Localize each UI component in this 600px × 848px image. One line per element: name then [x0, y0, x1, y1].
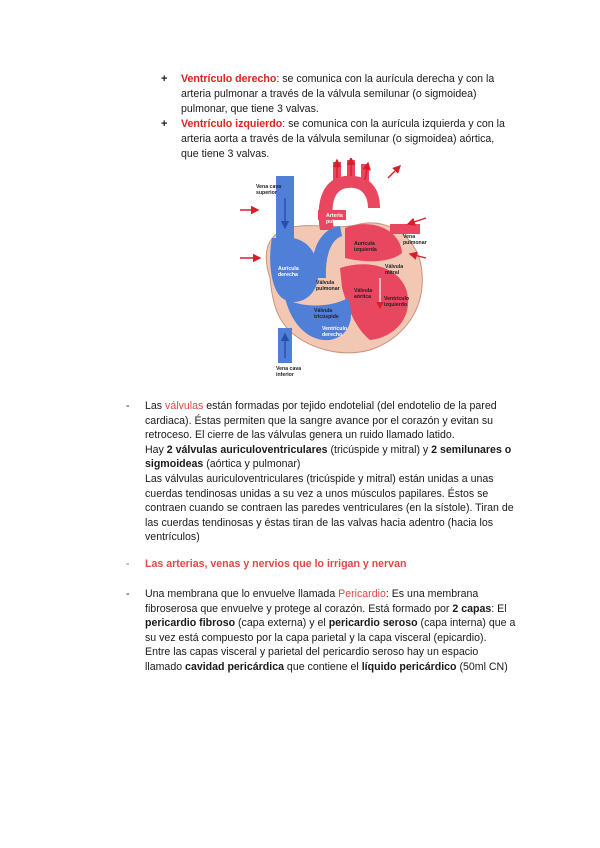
- subitem-ventriculo-derecho: [161, 72, 534, 117]
- text: retroceso. El cierre de las válvulas genera un ruido llamado latido.: [145, 429, 455, 442]
- label-ventriculo-izquierdo: Ventrículo: [384, 296, 410, 302]
- text: las cuerdas tendinosas y éstas tiran de las valvas hacia adentro (hacia los: [145, 516, 494, 529]
- text: Las: [145, 400, 166, 412]
- label-vena-cava-superior: superior: [256, 190, 277, 196]
- subitem-text: [164, 72, 534, 117]
- term-ventriculo-izquierdo: Ventrículo izquierdo: [181, 118, 283, 130]
- label-valvula-aortica: Válvula: [354, 288, 373, 294]
- label-auricula-derecha: derecha: [278, 272, 298, 278]
- label-valvula-mitral: Válvula: [385, 264, 404, 270]
- bold-text: cavidad pericárdica: [185, 660, 284, 673]
- term-pericardio: Pericardio: [338, 588, 386, 600]
- text-line: arteria aorta a través de la válvula semilunar (o sigmoidea) aórtica,: [181, 133, 495, 145]
- label-valvula-tricuspide: Válvula: [314, 308, 333, 314]
- item-pericardio: [126, 587, 536, 675]
- flow-arrow: [388, 166, 400, 178]
- label-arteria-pulmonar: Arteria: [326, 213, 343, 219]
- bold-text: 2 capas: [452, 602, 492, 615]
- text-line: : se comunica con la aurícula derecha y con la: [276, 73, 495, 85]
- label-valvula-pulmonar: pulmonar: [316, 286, 340, 292]
- label-vena-pulmonar: Vena: [403, 234, 416, 240]
- label-valvula-mitral: mitral: [385, 270, 400, 276]
- item-valvulas: [126, 399, 536, 545]
- text: (tricúspide y mitral) y: [327, 443, 432, 456]
- text: (aórtica y pulmonar): [203, 458, 301, 471]
- text: Una membrana que lo envuelve llamada: [145, 588, 339, 600]
- item-body: [145, 587, 536, 675]
- bold-text: 2 semilunares o: [431, 443, 512, 456]
- label-ventriculo-izquierdo: izquierdo: [384, 302, 408, 308]
- label-vena-cava-superior: Vena cava: [256, 184, 282, 190]
- text: cuerdas tendinosas unidas a su vez a unos músculos papilares. Éstos se: [145, 487, 489, 500]
- text: ventrículos): [145, 531, 200, 544]
- text-line: : se comunica con la aurícula izquierda y con la: [282, 118, 505, 130]
- term-ventriculo-derecho: Ventrículo derecho: [181, 73, 277, 85]
- text: : Es una membrana: [385, 588, 479, 600]
- item-body: [145, 399, 536, 545]
- text: contraen cuando se contraen las paredes ventriculares (en la sístole). Tiran de: [145, 502, 514, 515]
- text: Entre las capas visceral y parietal del pericardio seroso hay un espacio: [145, 646, 479, 659]
- text: : El: [491, 602, 507, 615]
- text: están formadas por tejido endotelial (del endotelio de la pared: [203, 400, 497, 412]
- label-auricula-izquierda: izquierda: [354, 247, 377, 253]
- text: Las válvulas auriculoventriculares (tricúspide y mitral) están unidas a unas: [145, 472, 494, 485]
- text: (capa interna) que a: [417, 617, 516, 630]
- dash-bullet: -: [126, 588, 130, 600]
- label-auricula-izquierda: Aurícula: [354, 241, 375, 247]
- text: que contiene el: [283, 660, 362, 673]
- text-line: arteria pulmonar a través de la válvula semilunar (o sigmoidea): [181, 88, 477, 100]
- arterias-heading: Las arterias, venas y nervios que lo irrigan y nervan: [145, 558, 407, 570]
- dash-bullet: -: [126, 400, 130, 412]
- bold-text: pericardio fibroso: [145, 617, 236, 630]
- label-aorta: Aorta: [342, 200, 356, 206]
- text: llamado: [145, 660, 186, 673]
- bold-text: sigmoideas: [145, 458, 204, 471]
- label-auricula-derecha: Aurícula: [278, 266, 299, 272]
- label-vena-cava-inferior: Vena cava: [276, 366, 302, 372]
- label-valvula-tricuspide: tricúspide: [314, 314, 339, 320]
- heart-diagram: [230, 158, 430, 383]
- pulmonary-vein-right: [390, 224, 420, 234]
- subitem-ventriculo-izquierdo: [161, 117, 534, 162]
- bold-text: 2 válvulas auriculoventriculares: [166, 443, 328, 456]
- text: cardiaca). Éstas permiten que la sangre avance por el corazón y evitan su: [145, 414, 494, 427]
- label-vena-pulmonar: pulmonar: [403, 240, 427, 246]
- subitem-text: [164, 117, 534, 162]
- text: fibroserosa que envuelve y protege al corazón. Está formado por: [145, 602, 453, 615]
- label-ventriculo-derecho: derecho: [322, 332, 343, 338]
- item-arterias: [126, 557, 536, 572]
- flow-arrow: [408, 218, 426, 224]
- text-line: pulmonar, que tiene 3 valvas.: [181, 103, 319, 115]
- text-line: que tiene 3 valvas.: [181, 148, 270, 160]
- text: (capa externa) y el: [235, 617, 329, 630]
- dash-bullet: -: [126, 558, 130, 570]
- label-vena-cava-inferior: inferior: [276, 372, 294, 378]
- plus-bullet: +: [161, 118, 168, 130]
- label-valvula-aortica: aórtica: [354, 294, 372, 300]
- text: su vez está compuesto por la capa parietal y la capa visceral (epicardio).: [145, 631, 487, 644]
- text: Hay: [145, 443, 167, 456]
- plus-bullet: +: [161, 73, 168, 85]
- label-ventriculo-derecho: Ventrículo: [322, 326, 348, 332]
- bold-text: pericardio seroso: [328, 617, 418, 630]
- bold-text: líquido pericárdico: [361, 660, 457, 673]
- label-arteria-pulmonar: pulmonar: [326, 219, 350, 225]
- term-valvulas: válvulas: [165, 400, 204, 412]
- label-valvula-pulmonar: Válvula: [316, 280, 335, 286]
- text: (50ml CN): [456, 660, 508, 673]
